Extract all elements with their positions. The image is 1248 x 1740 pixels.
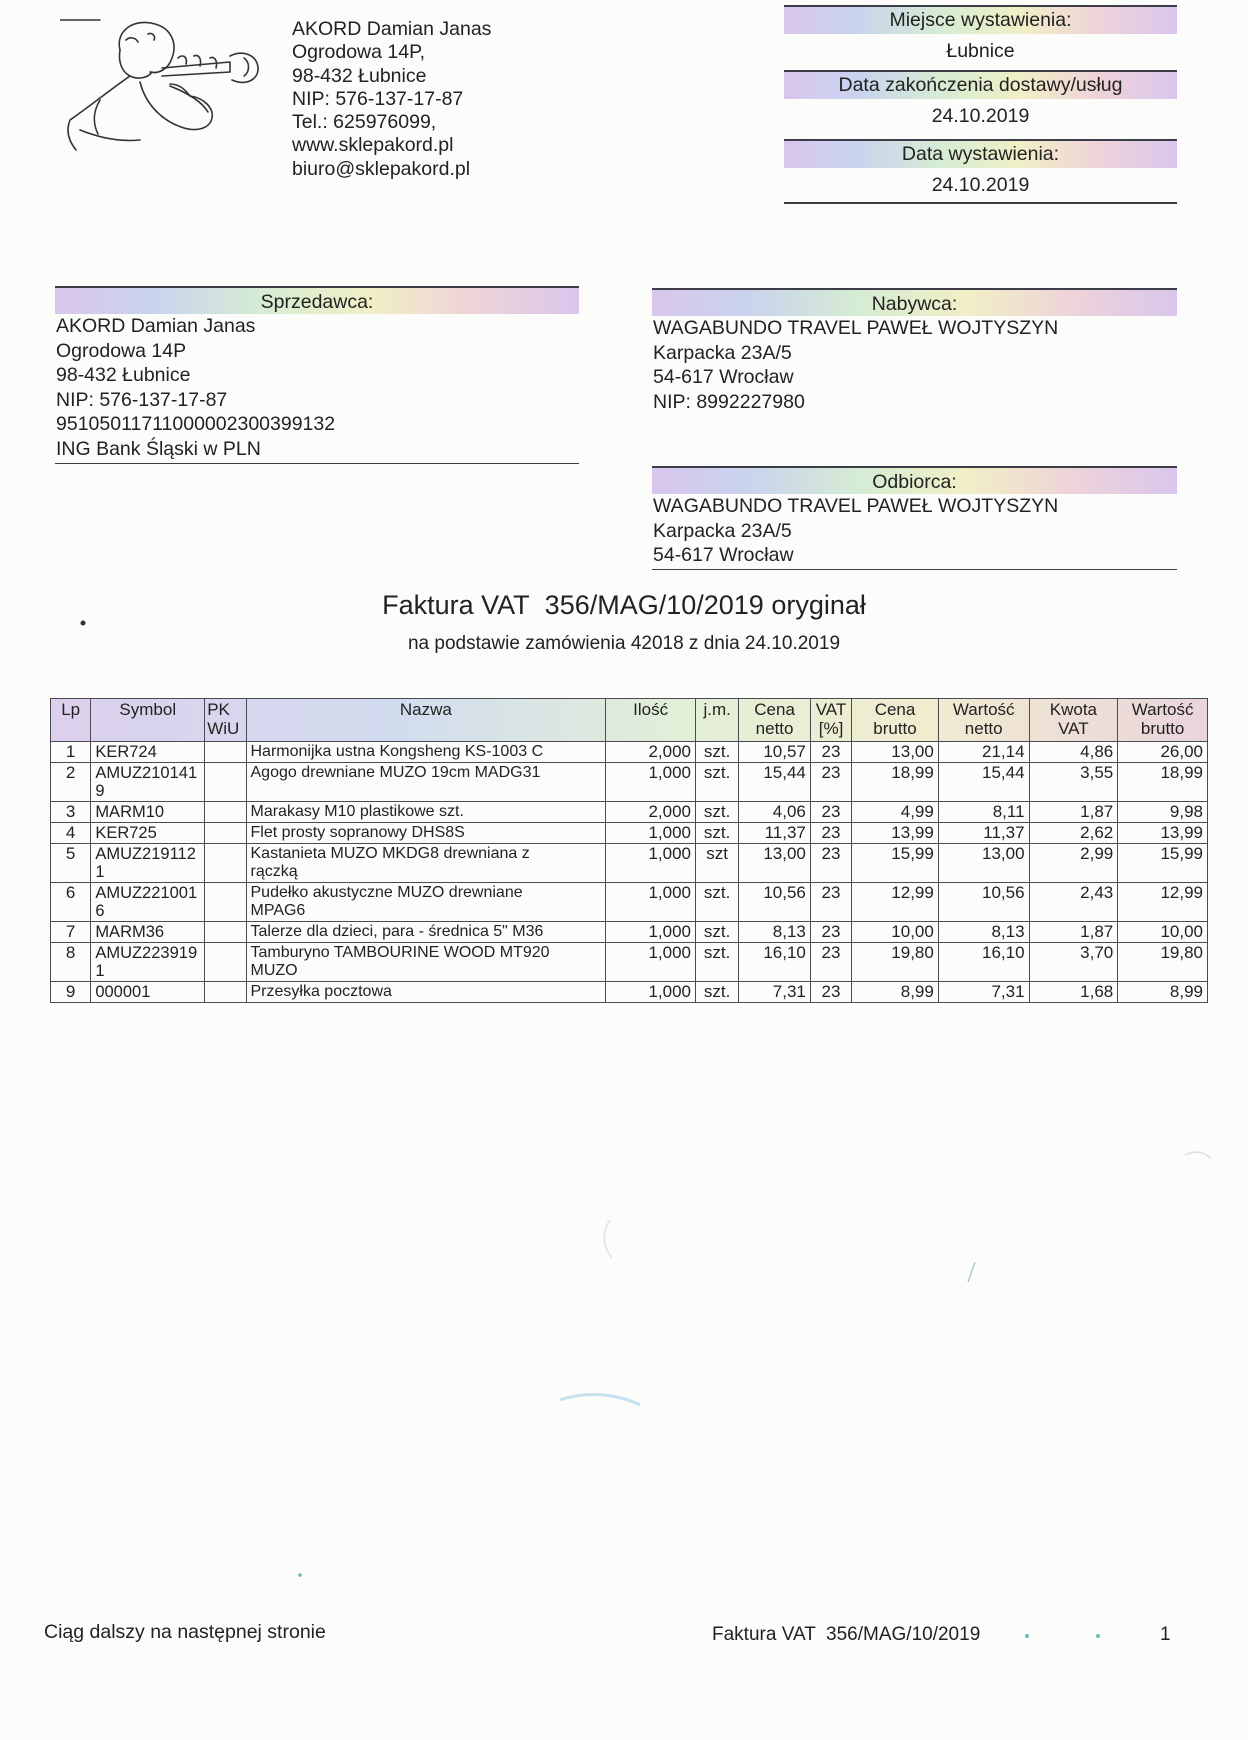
cell-gross-value: 19,80 [1118,943,1208,982]
cell-net-price: 13,00 [739,844,811,883]
cell-name: Przesyłka pocztowa [246,982,606,1003]
cell-quantity: 1,000 [606,823,696,844]
cell-gross-value: 13,99 [1118,823,1208,844]
recipient-line: Karpacka 23A/5 [653,519,792,542]
cell-name: Talerze dla dzieci, para - średnica 5" M36 [246,922,606,943]
seller-line: Ogrodowa 14P [56,339,187,362]
issue-date-value: 24.10.2019 [931,174,1030,196]
cell-gross-price: 15,99 [852,844,939,883]
cell-unit: szt. [695,802,738,823]
cell-vat-amount: 2,62 [1029,823,1118,844]
company-header-line: AKORD Damian Janas [292,18,492,40]
cell-gross-value: 15,99 [1118,844,1208,883]
cell-quantity: 1,000 [606,982,696,1003]
column-header-lp: Lp [51,699,91,742]
cell-net-price: 4,06 [739,802,811,823]
company-header-line: 98-432 Łubnice [292,64,427,87]
cell-symbol: MARM10 [91,802,205,823]
recipient-line: 54-617 Wrocław [653,544,794,566]
cell-name: Pudełko akustyczne MUZO drewniane MPAG6 [246,883,606,922]
cell-quantity: 1,000 [606,763,696,802]
issue-place-value: Łubnice [946,40,1015,62]
cell-unit: szt. [695,742,738,763]
cell-quantity: 1,000 [606,883,696,922]
table-row [51,883,1208,922]
recipient-line: WAGABUNDO TRAVEL PAWEŁ WOJTYSZYN [653,495,1059,517]
seller-label: Sprzedawca: [55,286,579,314]
cell-pkwiu [205,943,246,982]
company-logo-trumpeter [60,10,275,160]
invoice-title-prefix: Faktura VAT [382,590,530,620]
table-row [51,922,1208,943]
cell-gross-value: 12,99 [1118,883,1208,922]
cell-net-value: 21,14 [938,742,1029,763]
cell-pkwiu [205,883,246,922]
seller-section [55,286,579,464]
company-header-line: Tel.: 625976099, [292,111,437,134]
recipient-label: Odbiorca: [652,466,1177,494]
delivery-date-box [784,70,1177,133]
column-header-name: Nazwa [246,699,606,742]
table-header-row [51,699,1208,742]
cell-lp: 4 [51,823,91,844]
cell-vat-rate: 23 [810,922,851,943]
cell-vat-amount: 3,70 [1029,943,1118,982]
cell-net-price: 10,56 [739,883,811,922]
cell-net-value: 10,56 [938,883,1029,922]
cell-gross-price: 4,99 [852,802,939,823]
buyer-line: 54-617 Wrocław [653,366,794,388]
invoice-items-table [50,698,1208,1003]
cell-vat-amount: 2,43 [1029,883,1118,922]
invoice-number: 356/MAG/10/2019 oryginał [544,590,866,620]
cell-lp: 6 [51,883,91,922]
buyer-section [652,288,1177,414]
cell-pkwiu [205,844,246,883]
table-row [51,763,1208,802]
cell-gross-value: 26,00 [1118,742,1208,763]
cell-net-value: 8,13 [938,922,1029,943]
cell-vat-rate: 23 [810,883,851,922]
seller-line: AKORD Damian Janas [56,315,256,337]
cell-quantity: 1,000 [606,844,696,883]
cell-net-price: 7,31 [739,982,811,1003]
cell-pkwiu [205,922,246,943]
cell-lp: 9 [51,982,91,1003]
cell-quantity: 1,000 [606,943,696,982]
cell-unit: szt. [695,883,738,922]
company-email: biuro@sklepakord.pl [292,157,471,180]
cell-vat-rate: 23 [810,982,851,1003]
cell-net-value: 16,10 [938,943,1029,982]
cell-unit: szt. [695,823,738,844]
cell-net-price: 16,10 [739,943,811,982]
table-row [51,943,1208,982]
column-header-vat-rate: VAT [%] [810,699,851,742]
cell-net-price: 15,44 [739,763,811,802]
cell-net-price: 10,57 [739,742,811,763]
column-header-net-price: Cena netto [739,699,811,742]
column-header-pkwiu: PK WiU [205,699,246,742]
cell-pkwiu [205,982,246,1003]
issue-place-box [784,5,1177,68]
cell-lp: 1 [51,742,91,763]
cell-net-value: 11,37 [938,823,1029,844]
cell-vat-rate: 23 [810,823,851,844]
cell-name: Flet prosty sopranowy DHS8S [246,823,606,844]
company-header-line: Ogrodowa 14P, [292,41,425,64]
buyer-line: NIP: 8992227980 [653,390,805,413]
cell-vat-rate: 23 [810,943,851,982]
cell-gross-price: 13,00 [852,742,939,763]
cell-symbol: KER724 [91,742,205,763]
table-row [51,742,1208,763]
cell-name: Agogo drewniane MUZO 19cm MADG31 [246,763,606,802]
cell-symbol: KER725 [91,823,205,844]
cell-pkwiu [205,823,246,844]
cell-name: Marakasy M10 plastikowe szt. [246,802,606,823]
company-website: www.sklepakord.pl [292,134,454,157]
cell-vat-amount: 3,55 [1029,763,1118,802]
cell-gross-value: 8,99 [1118,982,1208,1003]
cell-pkwiu [205,763,246,802]
issue-date-label: Data wystawienia: [784,139,1177,168]
cell-vat-rate: 23 [810,844,851,883]
cell-quantity: 2,000 [606,802,696,823]
cell-gross-value: 18,99 [1118,763,1208,802]
cell-symbol: MARM36 [91,922,205,943]
cell-pkwiu [205,742,246,763]
cell-gross-price: 18,99 [852,763,939,802]
cell-unit: szt. [695,922,738,943]
cell-gross-price: 19,80 [852,943,939,982]
column-header-quantity: Ilość [606,699,696,742]
cell-lp: 7 [51,922,91,943]
footer-invoice-reference: Faktura VAT 356/MAG/10/2019 [712,1624,981,1645]
cell-name: Harmonijka ustna Kongsheng KS-1003 C [246,742,606,763]
cell-lp: 8 [51,943,91,982]
seller-bank-name: ING Bank Śląski w PLN [56,437,261,460]
cell-symbol: AMUZ223919 1 [91,943,205,982]
table-row [51,802,1208,823]
cell-quantity: 2,000 [606,742,696,763]
cell-lp: 2 [51,763,91,802]
cell-vat-amount: 1,87 [1029,802,1118,823]
column-header-gross-price: Cena brutto [852,699,939,742]
page-number: 1 [1160,1624,1171,1645]
cell-unit: szt. [695,943,738,982]
issue-date-box [784,139,1177,204]
seller-bank-account: 95105011711000002300399132 [56,413,336,435]
cell-vat-rate: 23 [810,802,851,823]
cell-gross-price: 13,99 [852,823,939,844]
column-header-gross-value: Wartość brutto [1118,699,1208,742]
cell-symbol: AMUZ219112 1 [91,844,205,883]
cell-symbol: 000001 [91,982,205,1003]
cell-lp: 3 [51,802,91,823]
recipient-section [652,466,1177,570]
cell-name: Tamburyno TAMBOURINE WOOD MT920 MUZO [246,943,606,982]
cell-vat-amount: 4,86 [1029,742,1118,763]
continued-note: Ciąg dalszy na następnej stronie [44,1621,326,1643]
cell-unit: szt [695,844,738,883]
cell-vat-amount: 2,99 [1029,844,1118,883]
column-header-vat-amount: Kwota VAT [1029,699,1118,742]
seller-line: NIP: 576-137-17-87 [56,388,228,411]
invoice-title [0,590,1248,621]
cell-unit: szt. [695,982,738,1003]
column-header-net-value: Wartość netto [938,699,1029,742]
cell-gross-value: 10,00 [1118,922,1208,943]
cell-net-price: 11,37 [739,823,811,844]
column-header-unit: j.m. [695,699,738,742]
buyer-line: WAGABUNDO TRAVEL PAWEŁ WOJTYSZYN [653,317,1059,339]
cell-gross-price: 10,00 [852,922,939,943]
delivery-date-label: Data zakończenia dostawy/usług [784,70,1177,99]
cell-gross-price: 8,99 [852,982,939,1003]
seller-line: 98-432 Łubnice [56,364,191,386]
company-header-info [292,18,491,181]
cell-net-value: 7,31 [938,982,1029,1003]
cell-gross-value: 9,98 [1118,802,1208,823]
cell-quantity: 1,000 [606,922,696,943]
delivery-date-value: 24.10.2019 [931,105,1030,127]
cell-net-value: 13,00 [938,844,1029,883]
cell-net-value: 8,11 [938,802,1029,823]
cell-name: Kastanieta MUZO MKDG8 drewniana z rączką [246,844,606,883]
table-row [51,823,1208,844]
cell-lp: 5 [51,844,91,883]
issue-place-label: Miejsce wystawienia: [784,5,1177,34]
cell-vat-amount: 1,87 [1029,922,1118,943]
table-row [51,844,1208,883]
cell-vat-rate: 23 [810,763,851,802]
company-header-line: NIP: 576-137-17-87 [292,87,464,110]
buyer-label: Nabywca: [652,288,1177,316]
cell-net-price: 8,13 [739,922,811,943]
cell-net-value: 15,44 [938,763,1029,802]
cell-symbol: AMUZ210141 9 [91,763,205,802]
cell-gross-price: 12,99 [852,883,939,922]
cell-unit: szt. [695,763,738,802]
cell-symbol: AMUZ221001 6 [91,883,205,922]
table-row [51,982,1208,1003]
invoice-order-reference: na podstawie zamówienia 42018 z dnia 24.10.2019 [407,633,841,654]
cell-vat-amount: 1,68 [1029,982,1118,1003]
cell-pkwiu [205,802,246,823]
cell-vat-rate: 23 [810,742,851,763]
buyer-line: Karpacka 23A/5 [653,341,792,364]
column-header-symbol: Symbol [91,699,205,742]
